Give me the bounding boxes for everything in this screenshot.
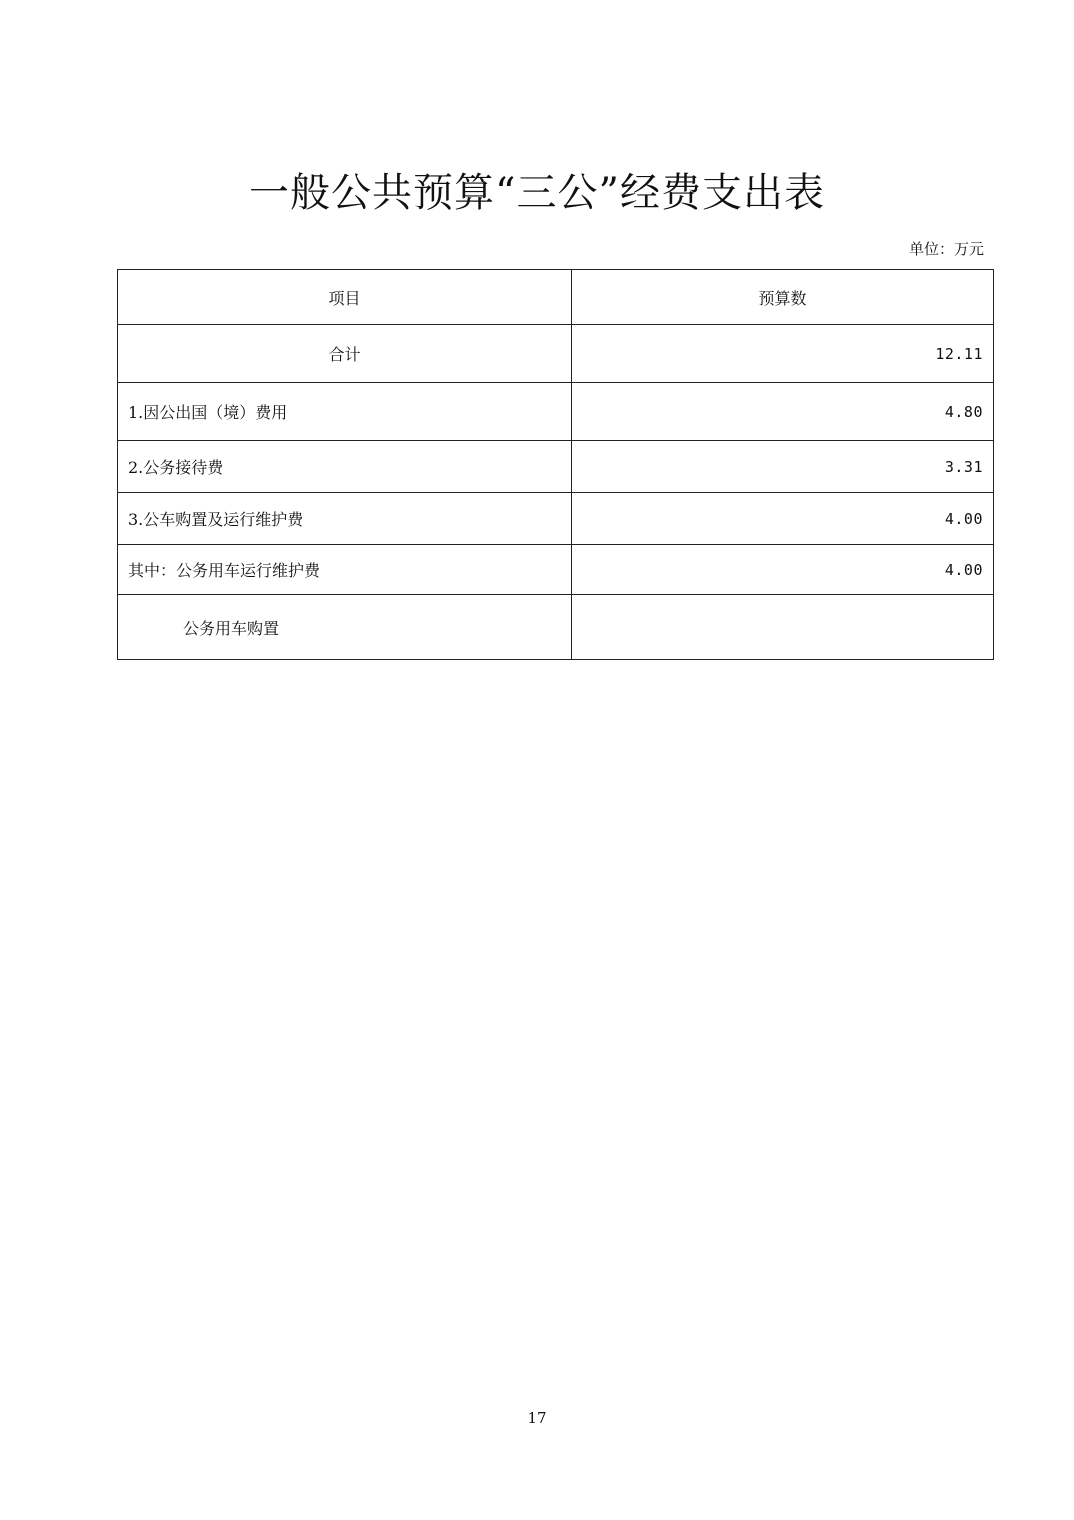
table-row [118,441,994,493]
row-item: 合计 [118,325,572,383]
unit-label: 单位：万元 [908,240,984,258]
row-value: 4.00 [572,493,994,545]
row-value: 12.11 [572,325,994,383]
table-row [118,383,994,441]
row-item: 1.因公出国（境）费用 [118,383,572,441]
row-item: 其中：公务用车运行维护费 [118,545,572,595]
table-row [118,545,994,595]
budget-table [117,269,994,660]
row-item: 公务用车购置 [118,595,572,660]
header-budget: 预算数 [572,270,994,325]
table-row [118,595,994,660]
row-value: 4.80 [572,383,994,441]
row-value [572,595,994,660]
table-header-row [118,270,994,325]
row-value: 3.31 [572,441,994,493]
page-number: 17 [527,1409,547,1427]
row-item: 2.公务接待费 [118,441,572,493]
row-value: 4.00 [572,545,994,595]
page-title: 一般公共预算“三公”经费支出表 [249,170,825,216]
table-row [118,493,994,545]
header-item: 项目 [118,270,572,325]
row-item: 3.公车购置及运行维护费 [118,493,572,545]
table-row [118,325,994,383]
